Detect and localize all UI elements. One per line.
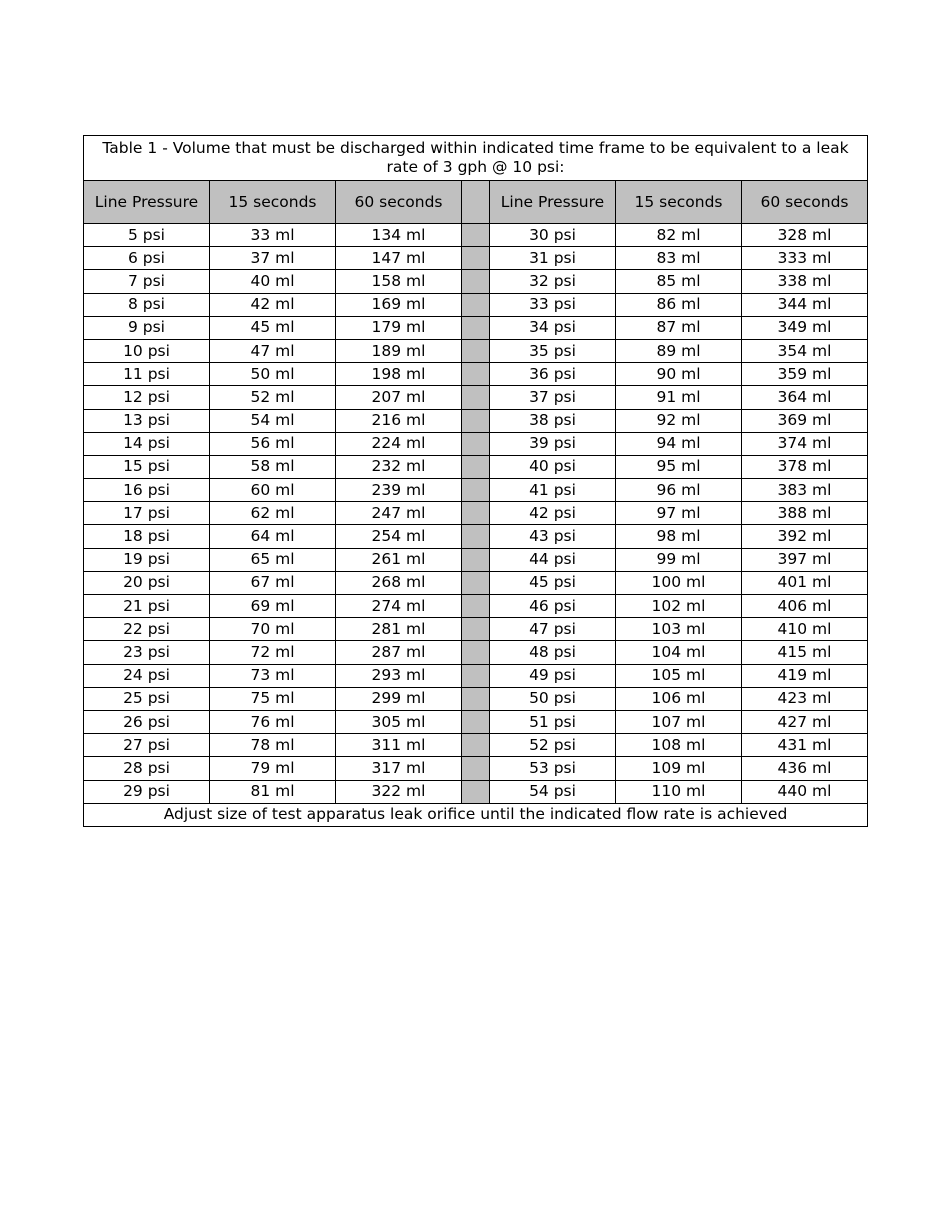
table-title: Table 1 - Volume that must be discharged within indicated time frame to be equivalent to a leak rate of 3 gph @ 10 psi: bbox=[84, 136, 868, 181]
cell-line-pressure-right: 39 psi bbox=[490, 432, 616, 455]
cell-volume-15s-right: 103 ml bbox=[616, 618, 742, 641]
cell-line-pressure-left: 21 psi bbox=[84, 595, 210, 618]
cell-line-pressure-left: 11 psi bbox=[84, 363, 210, 386]
cell-volume-60s-left: 311 ml bbox=[336, 734, 462, 757]
cell-volume-60s-left: 239 ml bbox=[336, 479, 462, 502]
table-row bbox=[84, 595, 868, 618]
cell-line-pressure-left: 17 psi bbox=[84, 502, 210, 525]
table-row bbox=[84, 710, 868, 733]
cell-volume-15s-right: 87 ml bbox=[616, 316, 742, 339]
cell-volume-60s-left: 158 ml bbox=[336, 270, 462, 293]
cell-volume-15s-left: 56 ml bbox=[210, 432, 336, 455]
cell-line-pressure-left: 29 psi bbox=[84, 780, 210, 803]
cell-volume-60s-right: 401 ml bbox=[742, 571, 868, 594]
table-row bbox=[84, 409, 868, 432]
spacer-cell bbox=[462, 687, 490, 710]
spacer-cell bbox=[462, 780, 490, 803]
cell-volume-15s-left: 81 ml bbox=[210, 780, 336, 803]
spacer-cell bbox=[462, 502, 490, 525]
table-row bbox=[84, 479, 868, 502]
cell-volume-15s-left: 42 ml bbox=[210, 293, 336, 316]
cell-line-pressure-left: 7 psi bbox=[84, 270, 210, 293]
cell-line-pressure-right: 35 psi bbox=[490, 339, 616, 362]
table-row bbox=[84, 247, 868, 270]
cell-line-pressure-left: 15 psi bbox=[84, 455, 210, 478]
table-row bbox=[84, 270, 868, 293]
cell-volume-60s-left: 232 ml bbox=[336, 455, 462, 478]
table-row bbox=[84, 780, 868, 803]
cell-volume-15s-left: 67 ml bbox=[210, 571, 336, 594]
cell-line-pressure-right: 40 psi bbox=[490, 455, 616, 478]
spacer-cell bbox=[462, 316, 490, 339]
spacer-cell bbox=[462, 525, 490, 548]
cell-volume-60s-right: 359 ml bbox=[742, 363, 868, 386]
spacer-cell bbox=[462, 432, 490, 455]
spacer-cell bbox=[462, 595, 490, 618]
cell-line-pressure-right: 31 psi bbox=[490, 247, 616, 270]
cell-volume-60s-left: 287 ml bbox=[336, 641, 462, 664]
table-row bbox=[84, 432, 868, 455]
cell-volume-60s-right: 440 ml bbox=[742, 780, 868, 803]
cell-volume-15s-right: 108 ml bbox=[616, 734, 742, 757]
cell-line-pressure-right: 37 psi bbox=[490, 386, 616, 409]
cell-volume-60s-right: 392 ml bbox=[742, 525, 868, 548]
cell-volume-15s-right: 85 ml bbox=[616, 270, 742, 293]
spacer-cell bbox=[462, 757, 490, 780]
cell-line-pressure-right: 34 psi bbox=[490, 316, 616, 339]
cell-line-pressure-right: 52 psi bbox=[490, 734, 616, 757]
cell-volume-60s-left: 247 ml bbox=[336, 502, 462, 525]
cell-volume-15s-right: 91 ml bbox=[616, 386, 742, 409]
table-row bbox=[84, 618, 868, 641]
cell-line-pressure-right: 36 psi bbox=[490, 363, 616, 386]
cell-volume-60s-left: 254 ml bbox=[336, 525, 462, 548]
table-row bbox=[84, 757, 868, 780]
leak-rate-table bbox=[83, 135, 868, 827]
cell-line-pressure-right: 42 psi bbox=[490, 502, 616, 525]
cell-volume-15s-right: 90 ml bbox=[616, 363, 742, 386]
table-row bbox=[84, 293, 868, 316]
spacer-cell bbox=[462, 479, 490, 502]
cell-line-pressure-left: 6 psi bbox=[84, 247, 210, 270]
cell-volume-15s-right: 86 ml bbox=[616, 293, 742, 316]
cell-volume-15s-right: 105 ml bbox=[616, 664, 742, 687]
cell-volume-60s-left: 281 ml bbox=[336, 618, 462, 641]
header-60-seconds-right: 60 seconds bbox=[742, 181, 868, 224]
table-row bbox=[84, 316, 868, 339]
cell-volume-60s-left: 322 ml bbox=[336, 780, 462, 803]
cell-volume-15s-left: 78 ml bbox=[210, 734, 336, 757]
spacer-cell bbox=[462, 571, 490, 594]
spacer-cell bbox=[462, 270, 490, 293]
cell-line-pressure-left: 20 psi bbox=[84, 571, 210, 594]
cell-volume-60s-left: 261 ml bbox=[336, 548, 462, 571]
cell-line-pressure-left: 22 psi bbox=[84, 618, 210, 641]
header-spacer-column bbox=[462, 181, 490, 224]
cell-volume-15s-left: 33 ml bbox=[210, 224, 336, 247]
cell-line-pressure-left: 8 psi bbox=[84, 293, 210, 316]
cell-volume-15s-right: 98 ml bbox=[616, 525, 742, 548]
cell-volume-15s-left: 60 ml bbox=[210, 479, 336, 502]
cell-line-pressure-left: 19 psi bbox=[84, 548, 210, 571]
cell-volume-15s-left: 45 ml bbox=[210, 316, 336, 339]
cell-line-pressure-left: 16 psi bbox=[84, 479, 210, 502]
cell-line-pressure-right: 49 psi bbox=[490, 664, 616, 687]
cell-volume-15s-left: 70 ml bbox=[210, 618, 336, 641]
spacer-cell bbox=[462, 641, 490, 664]
table-row bbox=[84, 363, 868, 386]
cell-volume-60s-right: 338 ml bbox=[742, 270, 868, 293]
spacer-cell bbox=[462, 293, 490, 316]
cell-volume-60s-left: 305 ml bbox=[336, 710, 462, 733]
cell-volume-15s-left: 62 ml bbox=[210, 502, 336, 525]
cell-volume-60s-right: 374 ml bbox=[742, 432, 868, 455]
table-row bbox=[84, 525, 868, 548]
cell-volume-15s-left: 65 ml bbox=[210, 548, 336, 571]
spacer-cell bbox=[462, 734, 490, 757]
cell-volume-60s-right: 369 ml bbox=[742, 409, 868, 432]
table-header-row bbox=[84, 181, 868, 224]
cell-volume-60s-left: 198 ml bbox=[336, 363, 462, 386]
cell-volume-60s-left: 189 ml bbox=[336, 339, 462, 362]
cell-volume-15s-left: 64 ml bbox=[210, 525, 336, 548]
cell-volume-60s-right: 388 ml bbox=[742, 502, 868, 525]
cell-volume-60s-right: 427 ml bbox=[742, 710, 868, 733]
cell-volume-60s-right: 423 ml bbox=[742, 687, 868, 710]
cell-volume-15s-right: 92 ml bbox=[616, 409, 742, 432]
cell-line-pressure-left: 12 psi bbox=[84, 386, 210, 409]
table-title-row bbox=[84, 136, 868, 181]
cell-volume-15s-left: 76 ml bbox=[210, 710, 336, 733]
cell-line-pressure-left: 23 psi bbox=[84, 641, 210, 664]
cell-volume-60s-right: 344 ml bbox=[742, 293, 868, 316]
cell-line-pressure-right: 53 psi bbox=[490, 757, 616, 780]
cell-volume-60s-right: 410 ml bbox=[742, 618, 868, 641]
table-row bbox=[84, 502, 868, 525]
cell-volume-60s-right: 354 ml bbox=[742, 339, 868, 362]
cell-volume-15s-left: 54 ml bbox=[210, 409, 336, 432]
cell-line-pressure-right: 32 psi bbox=[490, 270, 616, 293]
table-row bbox=[84, 687, 868, 710]
cell-volume-60s-left: 216 ml bbox=[336, 409, 462, 432]
cell-volume-60s-right: 406 ml bbox=[742, 595, 868, 618]
cell-volume-15s-left: 47 ml bbox=[210, 339, 336, 362]
header-line-pressure-left: Line Pressure bbox=[84, 181, 210, 224]
table-row bbox=[84, 224, 868, 247]
cell-volume-60s-left: 169 ml bbox=[336, 293, 462, 316]
table-row bbox=[84, 548, 868, 571]
cell-volume-60s-right: 364 ml bbox=[742, 386, 868, 409]
cell-volume-15s-left: 40 ml bbox=[210, 270, 336, 293]
header-15-seconds-left: 15 seconds bbox=[210, 181, 336, 224]
cell-line-pressure-left: 18 psi bbox=[84, 525, 210, 548]
spacer-cell bbox=[462, 386, 490, 409]
cell-volume-15s-right: 94 ml bbox=[616, 432, 742, 455]
cell-volume-60s-left: 134 ml bbox=[336, 224, 462, 247]
cell-line-pressure-left: 14 psi bbox=[84, 432, 210, 455]
cell-volume-15s-left: 69 ml bbox=[210, 595, 336, 618]
cell-volume-15s-right: 102 ml bbox=[616, 595, 742, 618]
cell-line-pressure-right: 45 psi bbox=[490, 571, 616, 594]
cell-volume-60s-left: 179 ml bbox=[336, 316, 462, 339]
cell-line-pressure-right: 44 psi bbox=[490, 548, 616, 571]
cell-volume-15s-right: 97 ml bbox=[616, 502, 742, 525]
table-row bbox=[84, 339, 868, 362]
cell-volume-15s-left: 58 ml bbox=[210, 455, 336, 478]
table-row bbox=[84, 641, 868, 664]
spacer-cell bbox=[462, 247, 490, 270]
cell-volume-15s-left: 75 ml bbox=[210, 687, 336, 710]
cell-volume-15s-right: 95 ml bbox=[616, 455, 742, 478]
cell-line-pressure-left: 26 psi bbox=[84, 710, 210, 733]
table-footer-note: Adjust size of test apparatus leak orifice until the indicated flow rate is achieved bbox=[84, 803, 868, 826]
cell-volume-60s-left: 147 ml bbox=[336, 247, 462, 270]
cell-volume-60s-right: 415 ml bbox=[742, 641, 868, 664]
cell-volume-60s-left: 224 ml bbox=[336, 432, 462, 455]
cell-volume-15s-right: 110 ml bbox=[616, 780, 742, 803]
spacer-cell bbox=[462, 664, 490, 687]
cell-volume-60s-left: 268 ml bbox=[336, 571, 462, 594]
cell-line-pressure-left: 25 psi bbox=[84, 687, 210, 710]
table-footer-row bbox=[84, 803, 868, 826]
cell-volume-15s-right: 96 ml bbox=[616, 479, 742, 502]
header-15-seconds-right: 15 seconds bbox=[616, 181, 742, 224]
cell-line-pressure-left: 24 psi bbox=[84, 664, 210, 687]
cell-volume-60s-left: 207 ml bbox=[336, 386, 462, 409]
cell-volume-60s-right: 436 ml bbox=[742, 757, 868, 780]
cell-volume-15s-right: 107 ml bbox=[616, 710, 742, 733]
table-row bbox=[84, 386, 868, 409]
cell-volume-60s-right: 333 ml bbox=[742, 247, 868, 270]
header-60-seconds-left: 60 seconds bbox=[336, 181, 462, 224]
cell-line-pressure-right: 54 psi bbox=[490, 780, 616, 803]
cell-line-pressure-right: 43 psi bbox=[490, 525, 616, 548]
cell-volume-15s-right: 106 ml bbox=[616, 687, 742, 710]
cell-line-pressure-right: 38 psi bbox=[490, 409, 616, 432]
cell-line-pressure-right: 30 psi bbox=[490, 224, 616, 247]
cell-volume-15s-left: 72 ml bbox=[210, 641, 336, 664]
cell-line-pressure-right: 41 psi bbox=[490, 479, 616, 502]
cell-volume-60s-right: 419 ml bbox=[742, 664, 868, 687]
cell-volume-60s-right: 431 ml bbox=[742, 734, 868, 757]
cell-line-pressure-right: 47 psi bbox=[490, 618, 616, 641]
cell-volume-15s-right: 104 ml bbox=[616, 641, 742, 664]
cell-line-pressure-right: 33 psi bbox=[490, 293, 616, 316]
cell-volume-15s-right: 89 ml bbox=[616, 339, 742, 362]
cell-line-pressure-left: 27 psi bbox=[84, 734, 210, 757]
spacer-cell bbox=[462, 363, 490, 386]
spacer-cell bbox=[462, 618, 490, 641]
spacer-cell bbox=[462, 409, 490, 432]
cell-volume-60s-right: 397 ml bbox=[742, 548, 868, 571]
cell-volume-15s-right: 83 ml bbox=[616, 247, 742, 270]
cell-volume-60s-left: 293 ml bbox=[336, 664, 462, 687]
cell-volume-60s-left: 317 ml bbox=[336, 757, 462, 780]
cell-line-pressure-right: 51 psi bbox=[490, 710, 616, 733]
cell-volume-15s-left: 79 ml bbox=[210, 757, 336, 780]
cell-volume-15s-right: 99 ml bbox=[616, 548, 742, 571]
cell-volume-15s-left: 73 ml bbox=[210, 664, 336, 687]
cell-volume-60s-right: 383 ml bbox=[742, 479, 868, 502]
spacer-cell bbox=[462, 339, 490, 362]
cell-volume-60s-right: 349 ml bbox=[742, 316, 868, 339]
table-row bbox=[84, 455, 868, 478]
table-row bbox=[84, 664, 868, 687]
cell-line-pressure-left: 5 psi bbox=[84, 224, 210, 247]
cell-volume-15s-right: 109 ml bbox=[616, 757, 742, 780]
cell-volume-60s-right: 378 ml bbox=[742, 455, 868, 478]
cell-volume-60s-right: 328 ml bbox=[742, 224, 868, 247]
cell-line-pressure-left: 10 psi bbox=[84, 339, 210, 362]
table-row bbox=[84, 734, 868, 757]
cell-volume-15s-right: 100 ml bbox=[616, 571, 742, 594]
cell-line-pressure-left: 28 psi bbox=[84, 757, 210, 780]
spacer-cell bbox=[462, 455, 490, 478]
cell-line-pressure-right: 46 psi bbox=[490, 595, 616, 618]
spacer-cell bbox=[462, 224, 490, 247]
header-line-pressure-right: Line Pressure bbox=[490, 181, 616, 224]
cell-volume-15s-left: 37 ml bbox=[210, 247, 336, 270]
cell-line-pressure-right: 50 psi bbox=[490, 687, 616, 710]
cell-volume-15s-left: 50 ml bbox=[210, 363, 336, 386]
cell-volume-15s-right: 82 ml bbox=[616, 224, 742, 247]
cell-volume-60s-left: 274 ml bbox=[336, 595, 462, 618]
cell-line-pressure-left: 13 psi bbox=[84, 409, 210, 432]
table-row bbox=[84, 571, 868, 594]
spacer-cell bbox=[462, 548, 490, 571]
cell-volume-15s-left: 52 ml bbox=[210, 386, 336, 409]
cell-volume-60s-left: 299 ml bbox=[336, 687, 462, 710]
cell-line-pressure-left: 9 psi bbox=[84, 316, 210, 339]
spacer-cell bbox=[462, 710, 490, 733]
cell-line-pressure-right: 48 psi bbox=[490, 641, 616, 664]
